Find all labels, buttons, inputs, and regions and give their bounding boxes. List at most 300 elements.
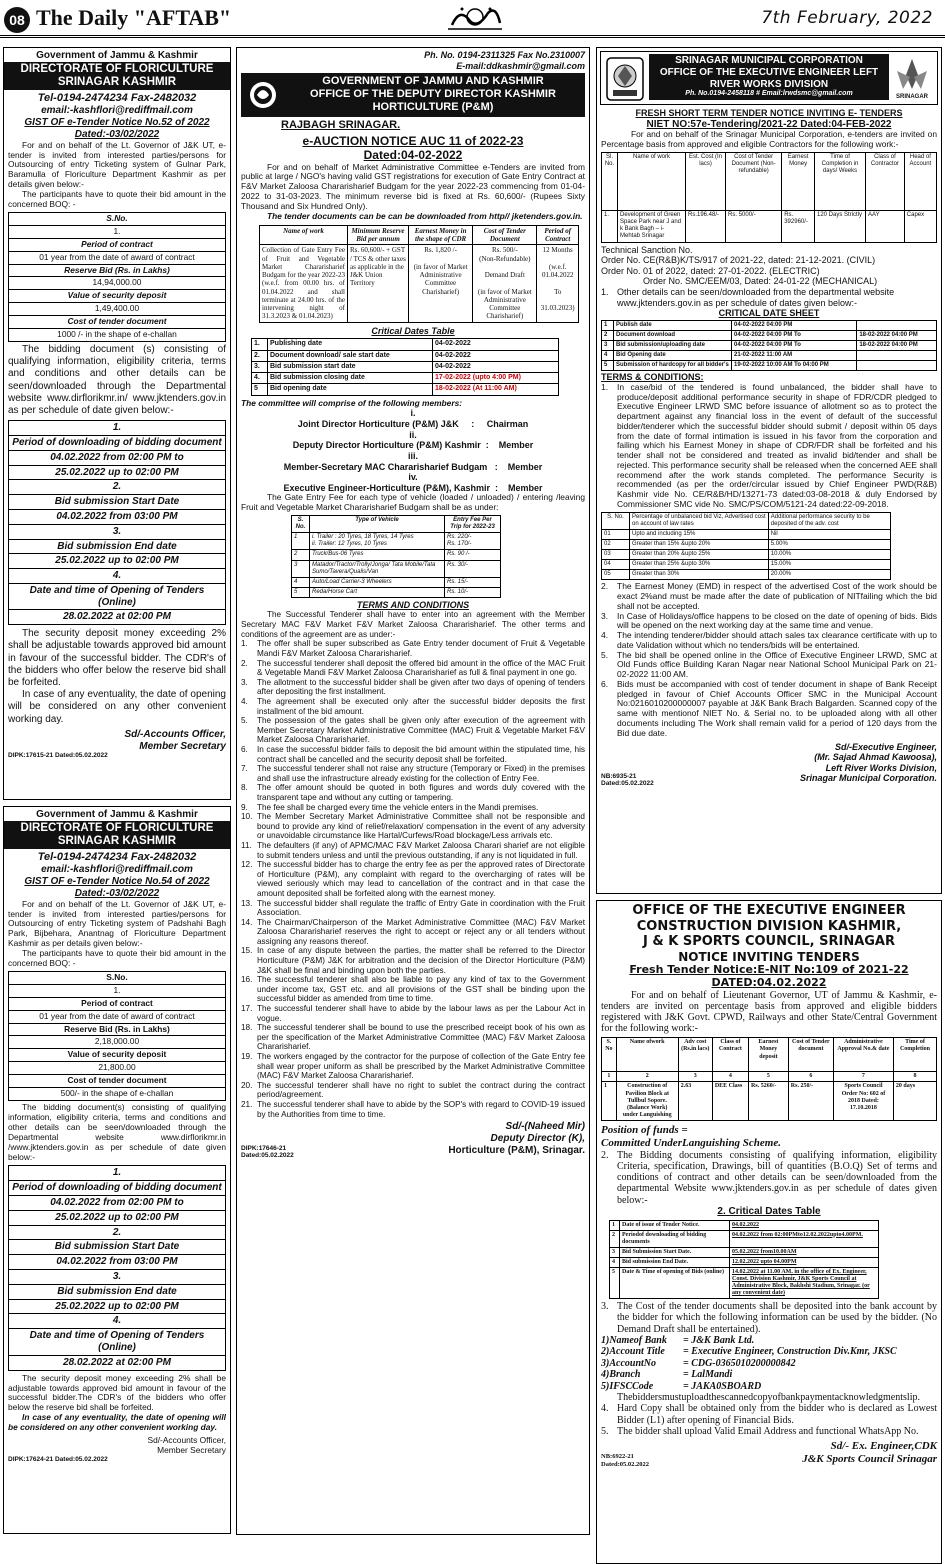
term-number: 11. [241,840,252,850]
th-class: Class of Contractor [866,153,905,211]
schedule-cell: Period of downloading of bidding document [9,436,225,451]
crit-label: Bid submission closing date [268,373,433,384]
perf-value: 10.00% [768,550,890,560]
term-text: The allotment to the successful bidder shall be given after two days of opening of tenders after depositing the first installment. [257,677,585,697]
ad3-download: The tender documents can be can be downloaded from http// jketenders.gov.in. [267,211,583,222]
col-num: 6 [788,1072,833,1082]
ad5-acknowledge: Thebiddersmustuploadthescannedcopyofbankpaymentacknowledgmentslip. [617,1392,920,1404]
ad1-boq-table [8,212,226,342]
ad3-terms-list [241,639,585,1119]
term-text: The successful tenderer shall not raise any structure (Temporary or Fixed) in the premises and shall use the infrastructure already existing for the collection of Entry Fee. [257,764,585,783]
crit-label: Publish date [614,320,732,330]
ad1-signature: Sd/-Accounts Officer, [124,728,226,740]
bank-row [601,1358,937,1370]
crit-from: 04-02-2022 04:00 PM To [732,330,857,340]
boq-cell: 21,800.00 [9,1062,225,1075]
ad1-dept: DIRECTORATE OF FLORICULTURE SRINAGAR KASHMIR [4,62,230,90]
ad2-schedule [8,1165,226,1370]
ad4-term-1: In case/bid of the tendered is found unbalanced, the bidder shall have to produce/deposit additional performance security in shape of FDR/CDR pledged to Executive Engineer LRWD SMC before issuance of allotment so as to protect the department against any financial loss in the event of default of the successful bidder/tenderer which the successful bidder should submit / deposit within 05 days from the date of formal intimation is issued in his favor from the corporation and failing which his Earnest Money in shape of CDR/FDR shall be forfeited and his tender shall not be considered and treated as invalid bid/tender and shall be rejected. This performance security shall be released when the concerned AEE shall recommend after the work stands completed. The performance Security is recommended (as per the order/circular issued by Chief Engineer PWD(R&B) Kashmir vide No. CE/R&B/HD/13271-73 dated:03-08-2018 & duly Endorsed by Commissioner SMC vide No. SMC/PS/COM/5121-24 dated:22-09-2018. [617,381,937,509]
crit-no: 2. [252,350,268,361]
ad3-office: OFFICE OF THE DEPUTY DIRECTOR KASHMIR HORTICULTURE (P&M) [310,88,556,114]
boq-cell: 1. [9,985,225,998]
th-time: Time of Completion in days/ Weeks [815,153,866,211]
th-percentage: Percentage of unbalanced bid Viz, Advertised cost on account of law rates [630,512,769,529]
ad4-crit-table [601,320,937,371]
fee-amount: Rs. 220/- Rs. 170/- [445,533,501,550]
crit-from: 19-02-2022 10:00 AM To 04:00 PM [732,361,857,371]
term-item [241,1081,585,1100]
ad5-dated: DATED:04.02.2022 [711,975,827,989]
ad4-phone: Ph. No.0194-2458118 # Email:lrwdsmc@gmail.com [685,90,853,98]
boq-cell: Reserve Bid (Rs. in Lakhs) [9,265,225,278]
fee-amount: Rs. 30/- [445,560,501,577]
table-row [252,350,559,361]
th-period: Period of Contract [537,225,579,245]
issue-date: 7th February, 2022 [761,8,933,28]
ad1-schedule [8,420,226,625]
term-number: 4. [241,697,248,707]
term-text: In Case of Holidays/office happens to be closed on the date of opening of bids. Bids will be opened on the next working day at the same time and venue. [617,610,937,631]
term-number: 15. [241,946,253,956]
ad4-nb: NB:6935-21 [601,773,637,781]
crit-value: 04-02-2022 [433,361,559,372]
crit-from: 04-02-2022 04:00 PM [732,320,857,330]
term-item [241,1004,585,1023]
fee-vehicle: Auto/Load Carrier-3 Wheelers [310,577,445,587]
perf-value: 5.00% [768,539,890,549]
fee-vehicle: Reda/Horse Cart [310,587,445,597]
term-text: The successful tenderer shall have to abide by the labour laws as per the Labour Act in vogue. [257,1004,585,1023]
boq-cell: 14,94,000.00 [9,277,225,290]
term-number: 5. [241,716,248,726]
perf-no: 04 [602,560,630,570]
schedule-cell: 4. [9,1314,225,1329]
table-row [602,330,937,340]
ad3-gov: GOVERNMENT OF JAMMU AND KASHMIR [322,75,544,88]
term-item [241,1023,585,1052]
ad5-nb-date: Dated:05.02.2022 [601,1460,650,1468]
td-earnest: Rs. 392960/- [782,211,815,242]
bank-row [601,1346,937,1358]
ad3-place: RAJBAGH SRINAGAR. [281,119,401,132]
term-text: The possession of the gates shall be given only after execution of the agreement with Member Secretary Market Administrative Committee (MAC) Fruit & Vegetable Market F&V Market Zaloosa Chararisharief. [257,716,585,745]
crit-value: 14.02.2022 at 11.00 AM. in the office of Ex. Engineer, Const. Division Kashmir, J&K Sports Council at Administrative Block, Bakhshi Stadium, Srinagar. (or any convenient date) [730,1267,879,1298]
ad2-notice-no: GIST OF e-Tender Notice No.54 of 2022 [24,876,210,887]
crit-to [857,320,937,330]
term-number: 2. [241,658,248,668]
ad3-auction-title: e-AUCTION NOTICE AUC 11 of 2022-23 [302,134,524,149]
schedule-cell: 25.02.2022 up to 02:00 PM [9,1211,225,1226]
term-text: The offer shall be super subscribed as Gate Entry tender document of Fruit & Vegetable Mandi F&V Market Zaloosa Chararisharief. [257,639,585,659]
term-number: 4. [601,630,609,641]
committee-member: Member-Secretary MAC Chararisharief Budgam : Member [283,461,543,472]
th-cost-doc: Cost of Tender Document (Non-refundable) [726,153,782,211]
term-item [601,680,937,739]
crit-label: Bid Opening date [614,351,732,361]
term-text: The successful bidder shall regulate the traffic of Entry Gate in coordination with the Fruit Association. [257,898,585,918]
crit-value: 04-02-2022 [433,339,559,350]
ad5-para-2: The Bidding documents consisting of qualifying information, eligibility Criteria, specification, Drawings, bill of quantities (B.O.Q) Set of terms and conditions of contract and other details can be seen/downloaded from the departmental Website www.jktenders.gov.in as per schedule of dates given below:- [617,1149,937,1206]
ad3-dipk-date: Dated:05.02.2022 [241,1151,294,1159]
term-number: 20. [241,1080,253,1090]
bank-value: = Executive Engineer, Construction Div.Kmr, JKSC [683,1346,897,1358]
term-number: 2. [601,581,609,592]
td-est-cost: Rs.196.48/- [686,211,726,242]
ad4-niet: NIET NO:57e-Tendering/2021-22 Dated:04-FEB-2022 [646,118,892,130]
schedule-cell: 28.02.2022 at 02:00 PM [63,611,171,623]
ad3-phone: Ph. No. 0194-2311325 Fax No.2310007 [424,50,585,60]
term-item [241,716,585,745]
table-row [602,560,891,570]
ad2-dept: DIRECTORATE OF FLORICULTURE SRINAGAR KASHMIR [4,821,230,849]
boq-cell: 1,49,400.00 [9,303,225,316]
ad3-header-bar [241,73,585,117]
crit-no: 1 [602,320,614,330]
ad4-terms-title: TERMS & CONDITIONS: [601,372,704,383]
boq-cell: 1000 /- in the shape of e-challan [57,329,177,340]
fee-vehicle: Matador/Tractor/Trolly/Jonga/ Tata Mobile/Tata Sumo/Tavera/Qualis/Van [310,560,445,577]
ad2-dated: Dated:-03/02/2022 [74,887,160,899]
page-number: 08 [4,7,30,33]
bank-label: 3)AccountNo [601,1357,656,1369]
ad3-terms-title: TERMS AND CONDITIONS [356,599,470,610]
ad1-dipk: DIPK:17615-21 Dated:05.02.2022 [8,752,108,760]
term-number: 3. [601,610,609,621]
boq-cell: Value of security deposit [9,290,225,303]
term-number: 5. [601,649,609,660]
perf-no: 02 [602,539,630,549]
bank-row [601,1369,937,1381]
td-work: Development of Green Space Park near J and k Bank Bagh – i- Mehtab Srinagar [618,211,686,242]
ad4-crit-title: CRITICAL DATE SHEET [718,308,820,319]
table-row [602,550,891,560]
th-sno: S. No [602,1038,617,1072]
fee-vehicle: Truck/Bus-06 Tyres [310,550,445,560]
newspaper-title: The Daily "AFTAB" [36,5,232,30]
ad5-bank-details [601,1335,937,1393]
ad2-security: The security deposit money exceeding 2% shall be adjustable towards approved bid amount in favour of the successful bidder.The CDR's of the bidders who offer below the reserve bid shall be forfeited. [8,1372,226,1413]
th-cost-doc: Cost of Tender document [788,1038,833,1072]
perf-no: 01 [602,529,630,539]
th-reserve-bid: Minimum Reserve Bid per annum [348,225,409,245]
floriculture-notice-52 [3,47,231,800]
ad1-tel: Tel-0194-2474234 Fax-2482032 [37,92,197,105]
th-fee: Entry Fee Per Trip for 2022-23 [445,516,501,533]
crit-label: Bid submission start date [268,361,433,372]
table-row [610,1230,879,1247]
ad4-signatory-name: (Mr. Sajad Ahmad Kawoosa), [814,752,937,763]
table-row [252,361,559,372]
crit-to: 18-02-2022 04:00 PM [857,340,937,350]
term-text: In case the successful bidder fails to deposit the bid amount within the stipulated time, his contract shall be cancelled and the security deposit shall be forfeited. [257,745,585,764]
boq-cell: S.No. [9,213,225,226]
ad3-email: E-mail:ddkashmir@gmail.com [456,60,585,71]
boq-cell: 01 year from the date of award of contract [9,1011,225,1024]
schedule-cell: Period of downloading of bidding document [9,1181,225,1196]
smc-logo-icon [893,55,931,93]
emblem-icon [247,77,279,113]
committee-member: Joint Director Horticulture (P&M) J&K : Chairman [297,419,529,430]
crit-no: 2 [602,330,614,340]
term-number: 17. [241,1004,253,1014]
ad2-email: email:-kashflori@rediffmail.com [41,864,193,876]
td-adv-cost: 2.63 [678,1082,712,1120]
perf-value: 20.00% [768,570,890,580]
td-time: 120 Days Strictly [815,211,866,242]
perf-range: Greater than 25% &upto 30% [630,560,769,570]
fee-no: 2 [292,550,310,560]
th-earnest: Earnest Money deposit [749,1038,789,1072]
col-num: 4 [712,1072,748,1082]
term-item [241,975,585,1004]
term-number: 7. [241,764,248,774]
td-slno: 1. [602,211,618,242]
ad5-council-sign: J&K Sports Council Srinagar [802,1452,937,1465]
term-item [601,582,937,611]
sanction-line: Order No. SMC/EEM/03, Dated: 24-01-22 (MECHANICAL) [643,276,878,287]
crit-no: 3. [252,361,268,372]
ad5-crit-table [609,1220,879,1300]
ad2-tel: Tel-0194-2474234 Fax-2482032 [37,851,197,864]
col-num: 3 [678,1072,712,1082]
ad5-nb: NB:6922-21 [601,1452,634,1460]
ad4-nb-date: Dated:05.02.2022 [601,780,654,788]
term-text: The fee shall be charged every time the vehicle enters in the Mandi premises. [257,802,539,812]
fee-no: 5 [292,587,310,597]
term-item [241,946,585,975]
committee-member: iv. [408,472,418,483]
crit-no: 3 [610,1247,620,1257]
ad4-corporation: Srinagar Municipal Corporation. [799,773,937,784]
td-cost-doc: Rs. 250/- [788,1082,833,1120]
ad4-perf-table [601,512,891,581]
aftab-logo-icon [440,1,510,35]
schedule-cell: Bid submission End date [9,1285,225,1300]
th-sno: S. No. [602,512,630,529]
ad5-funds: Position of funds = [601,1123,688,1136]
ad5-fresh: Fresh Tender Notice:E-NIT No:109 of 2021-22 [629,962,909,976]
schedule-cell: 25.02.2022 up to 02:00 PM [9,466,225,481]
ad5-para-3: The Cost of the tender documents shall be deposited into the bank account by the bidder for which the following information can be used by the bidder. (No Demand Draft shall be entertained). [617,1301,937,1335]
ad5-para-4: Hard Copy shall be obtained only from the bidder who is declared as Lowest Bidder (L1) after opening of Financial Bids. [617,1403,937,1426]
schedule-cell: Bid submission Start Date [9,1240,225,1255]
ad3-fee-table [291,515,501,598]
ad1-email: email:-kashflori@rediffmail.com [41,105,193,117]
ad4-intro: For and on behalf of the Srinagar Municipal Corporation, e-tenders are invited on Percentage basis from approved and eligible Contractors for the following work:- [601,129,937,150]
term-number: 6. [241,745,248,754]
crit-label: Bid submission/uploading date [614,340,732,350]
crit-value: 04.02.2022 from 02:00PMto12.02.2022upto4.00PM. [730,1230,879,1247]
smc-logo-text: SRINAGAR [895,94,928,100]
boq-cell: S.No. [9,972,225,985]
ad5-work-table [601,1037,937,1120]
ad3-dated: Dated:04-02-2022 [363,148,463,163]
term-item [241,841,585,860]
term-item [241,1052,585,1081]
ad1-dated: Dated:-03/02/2022 [74,128,160,140]
td-name-of-work: Collection of Gate Entry Fee of Fruit and Vegetable Market Chararisharief Budgam for the year 2022-23 (w.e.f. from 00.00 hrs. of 01.04.2022 and shall terminate at 24.00 hrs. of the intervening night of 31.3.2023 & 01.04.2023) [260,245,348,322]
perf-no: 05 [602,570,630,580]
ad4-other-details: Other details can be seen/downloaded from the departmental website www.jktenders.gov.in as per schedule of dates given below:- [617,286,895,308]
th-name-of-work: Name of work [260,225,348,245]
ad3-gate-fee: The Gate Entry Fee for each type of vehicle (loaded / unloaded) / entering /leaving Fruit and Vegetable Market Chararisharief Budgam shall be as under: [241,492,585,513]
term-number: 21. [241,1099,253,1109]
term-number: 1. [241,639,248,649]
fee-no: 3 [292,560,310,577]
th-sno: S. No. [292,516,310,533]
td-period: 12 Months (w.e.f. 01.04.2022 To 31.03.2023) [537,245,579,322]
ad5-council: J & K SPORTS COUNCIL, SRINAGAR [643,934,895,950]
masthead [0,0,945,38]
th-vehicle: Type of Vehicle [310,516,445,533]
ad4-work-table [601,152,937,242]
crit-label: Periodof downloading of bidding documents [620,1230,730,1247]
term-item [241,812,585,841]
boq-cell: 01 year from the date of award of contract [9,252,225,265]
table-row [292,550,501,560]
td-work: Construction of Pavilion Block at Tullbul Sopore. (Balance Work) under Languishing [616,1082,678,1120]
schedule-cell: 04.02.2022 from 02:00 PM to [9,1196,225,1211]
crit-value: 12.02.2022 upto 04.00PM [730,1257,879,1267]
table-row [602,529,891,539]
table-row [602,1072,937,1082]
ad3-crit-title: Critical Dates Table [371,325,455,336]
th-earnest-money: Earnest Money in the shape of CDR [409,225,473,245]
crit-no: 4 [602,351,614,361]
schedule-cell: Bid submission Start Date [9,495,225,510]
perf-range: Greater than 20% &upto 25% [630,550,769,560]
ad5-para-5: The bidder shall upload Valid Email Address and functional WhatsApp No. [617,1425,919,1437]
crit-value: 04.02.2022 [730,1220,879,1230]
table-row [292,587,501,597]
term-item [601,631,937,651]
th-time: Time of Completion [893,1038,936,1072]
crit-label: Publishing date [268,339,433,350]
perf-value: Nil [768,529,890,539]
ad3-dipk: DIPK:17646-21 [241,1144,287,1152]
sanction-line: Technical Sanction No. [601,244,693,255]
td-class: DEE Class [712,1082,748,1120]
crit-label: Document download [614,330,732,340]
ad5-scheme: Committed UnderLanguishing Scheme. [601,1136,781,1149]
table-row [610,1247,879,1257]
term-number: 3. [241,677,248,687]
term-number: 18. [241,1023,253,1033]
crit-no: 5 [610,1267,620,1298]
crit-no: 3 [602,340,614,350]
ad3-office-sign: Horticulture (P&M), Srinagar. [448,1144,585,1156]
crit-label: Submission of hardcopy for all bidder's [614,361,732,371]
crit-no: 1 [610,1220,620,1230]
term-item [241,697,585,716]
ad2-eventuality: In case of any eventuality, the date of opening will be considered on any other convenient working day. [8,1412,226,1433]
schedule-cell: 04.02.2022 from 03:00 PM [9,1255,225,1270]
schedule-cell: Date and time of Opening of Tenders (Online) [9,1329,225,1356]
crit-to: 18-02-2022 04:00 PM [857,330,937,340]
jk-emblem-icon [605,56,645,102]
boq-cell: Value of security deposit [9,1049,225,1062]
fee-amount: Rs. 90 /- [445,550,501,560]
crit-label: Date of issue of Tender Notice. [620,1220,730,1230]
col-num: 5 [749,1072,789,1082]
fee-amount: Rs. 15/- [445,577,501,587]
ad3-signature: Sd/-(Naheed Mir) [505,1121,585,1133]
ad4-corp: SRINAGAR MUNICIPAL CORPORATION [675,55,863,66]
bank-value: = JAKA0SBOARD [683,1380,762,1392]
term-text: The successful tenderer shall also be liable to pay any kind of tax to the Government under income tax, GST etc. and all provisions of the GST shall be binding upon the successful bidder as amended from time to time. [257,975,585,1004]
ad1-gov: Government of Jammu & Kashmir [36,50,198,61]
th-class: Class of Contract [712,1038,748,1072]
td-time: 20 days [893,1082,936,1120]
schedule-cell: 1. [9,421,225,436]
table-row [252,339,559,350]
term-number: 19. [241,1052,253,1061]
fee-vehicle: i. Trailer : 20 Tyres, 18 Tyres, 14 Tyres ii. Trailer: 12 Tyres, 10 Tyres [310,533,445,550]
ad4-title-bar [649,54,889,100]
crit-no: 5 [602,361,614,371]
term-text: The successful tenderer shall have no right to sublet the contract during the contract period/agreement. [257,1080,585,1100]
table-row [602,1082,937,1120]
table-row [602,570,891,580]
term-number: 9. [241,802,248,812]
ad3-intro: For and on behalf of Market Administrative Committee e-Tenders are invited from public at large / NGO's having valid GST registrations for execution of Gate Entry Contract at F&V Market Zaloosa Chararisharief Budgam for the year 2022-23 commencing from 01-04-2022 to 31-03-2023. The minimum reverse bid is fixed at Rs. 60,600/- (Rupees Sixty Thousand and Six Hundred Only). [241,161,585,212]
bank-label: 4)Branch [601,1369,641,1381]
crit-no: 4 [610,1257,620,1267]
boq-cell: Period of contract [9,998,225,1011]
th-cost-tender: Cost of Tender Document [473,225,537,245]
th-work: Name ofwork [616,1038,678,1072]
schedule-cell: 25.02.2022 up to 02:00 PM [9,1300,225,1315]
committee-member: iii. [407,450,418,461]
ad4-terms-list [601,582,937,738]
perf-range: Upto and including 15% [630,529,769,539]
th-work: Name of work [618,153,686,211]
boq-cell: Cost of tender document [9,1075,225,1088]
term-text: The successful tenderer shall be bound to use the prescribed receipt book of his own as per the specification of the Market Administrative Committee (MAC) F&V Market Zaloosa Chararisharief. [257,1023,585,1052]
term-number: 12. [241,860,253,870]
th-security: Additional performance security to be deposited of the adv. cost [768,512,890,529]
term-text: The successful tenderer shall have to abide by the SOP's with regard to COVID-19 issued by the Authorities from time to time. [257,1099,585,1119]
schedule-cell: 04.02.2022 from 02:00 PM to [9,451,225,466]
td-sno: 1 [602,1082,617,1120]
table-row [602,211,937,242]
schedule-cell: 2. [9,1226,225,1241]
smc-tender-notice: SRINAGAR MUNICIPAL CORPORATION OFFICE OF THE EXECUTIVE ENGINEER LEFT RIVER WORKS DIVISION Ph. No.0194-2458118 # Email:lrwdsmc@gmail.com SRINAGAR FRESH SHORT TERM TENDER NOTICE INVITING E- TENDERS NIET NO:57e-Tendering/2021-22 Dated:04-FEB-2022 For and on behalf of the Srinagar Municipal Corporation, e-tenders are invited on Percentage basis from approved and eligible Contractors for the following work:- Sl. No. Name of work Est. Cost (In lacs) Cost of Tender Document (Non-refundable) Earnest Money Time of Completion in days/ Weeks Class of Contractor Head of Account 1. Development of Green Space Park near J and k Bank Bagh – i- Mehtab Srinagar Rs.196.48/- Rs. 5000/- Rs. 392960/- 120 Days Strictly AAY Capex Technical Sanction No. Order No. CE(R&B)K/TS/917 of 2021-22, dated: 21-12-2021. (CIVIL) Order No. 01 of 2022, dated: 27-01-2022. (ELECTRIC) Order No. SMC/EEM/03, Dated: 24-01-22 (MECHANICAL) 1. Other details can be seen/downloaded from the departmental website www.jktenders.gov.in as per schedule of dates given below:- CRITICAL DATE SHEET 1 Publish date 04-02-2022 04:00 PM 2 Document download 04-02-2022 04:00 PM To 18-02-2022 04:00 PM 3 Bid submission/uploading date 04-02-2022 04:00 PM To 18-02-2022 04:00 PM 4 Bid Opening date 21-02-2022 11:00 AM 5 Submission of hardcopy for all bidder's 19-02-2022 10:00 AM To 04:00 PM TERMS & CONDITIONS: 1. In case/bid of the tendered is found unbalanced, the bidder shall have to produce/deposit additional performance security in shape of FDR/CDR pledged to Executive Engineer LRWD SMC before issuance of allotment so as to protect the department against any financial loss in the event of default of the successful bidder/tenderer which the successful bidder should submit / deposit within 05 days from the date of formal intimation is issued in his favor from the corporation and failing which his Earnest Money in shape of CDR/FDR shall be forfeited and his tender shall not be considered and treated as invalid bid/tender and shall be rejected. This performance security shall be released when the concerned AEE shall recommend after the work stands completed. The performance Security is recommended (as per the order/circular issued by Chief Engineer PWD(R&B) Kashmir vide No. CE/R&B/HD/13271-73 dated:03-08-2018 & duly Endorsed by Commissioner SMC vide No. SMC/PS/COM/5121-24 dated:22-09-2018. S. No. Percentage of unbalanced bid Viz, Advertised cost on account of law rates Additional performance security to be deposited of the adv. cost 01 Upto and including 15% Nil 02 Greater than 15% &upto 20% 5.00% 03 Greater than 20% &upto 25% 10.00% 04 Greater than 25% &upto 30% 15.00% 05 Greater than 30% 20.00% 2. The Earnest Money (EMD) in respect of the advertised Cost of the work should be exact 2%and must be made after the date of publication of NITfailing which the bid shall not be accepted. 3. In Case of Holidays/office happens to be closed on the date of opening of bids. Bids will be opened on the next working day at the same time and venue. 4. The intending tenderer/bidder should attach sales tax clearance certificate with up to date Validation without which no tenders/bids will be entertained. 5. The bid shall be opened online in the Office of Executive Engineer LRWD, SMC at Old Funds office Building Karan Nagar near National School Municipal Park on 21-02-2022 11:00 AM. 6. Bids must be accompanied with cost of tender document in shape of Bank Receipt pledged in favour of Chief Accounts Officer SMC in the Municipal Account No:0216010200000007 payable at J&K Bank Brach Balgarden. Scanned copy of the same with mentionof NIET No. & Serial no. to be uploaded along with all other documents including The Work shall remain valid for a period of 120 days from the Bid due date. Sd/-Executive Engineer, (Mr. Sajad Ahmad Kawoosa), Left River Works Division, NB:6935-21 Dated:05.02.2022 Srinagar Municipal Corporation. [596,47,942,894]
boq-cell: Period of contract [9,239,225,252]
crit-value: 17-02-2022 (upto 4:00 PM) [433,373,559,384]
schedule-cell: 04.02.2022 from 03:00 PM [9,510,225,525]
term-text: The Member Secretary Market Administrative Committee shall not be responsible and bound to provide any kind of relief/relaxation/ compensation in the event of any adversity or unavoidable circumstance like Hartal/Curfews/Road blockage/Less arrivals etc. [257,812,585,841]
term-text: The defaulters (if any) of APMC/MAC F&V Market Zaloosa Charari sharief are not eligible to submit tenders unless and until the previous outstanding, if any is not liquidated in full. [257,840,585,860]
term-number: 16. [241,975,253,985]
ad2-designation: Member Secretary [157,1444,226,1455]
bank-row [601,1335,937,1347]
td-cost-tender: Rs. 500/- (Non-Refundable) Demand Draft (in favor of Market Administrative Committee Charisharief) [473,245,537,322]
th-head: Head of Account [904,153,936,211]
boq-cell: 500/- in the shape of e-challan [60,1088,174,1099]
ad5-nit: NOTICE INVITING TENDERS [678,949,860,964]
crit-value: 05.02.2022 from10.00AM [730,1247,879,1257]
ad5-office: OFFICE OF THE EXECUTIVE ENGINEER CONSTRUCTION DIVISION KASHMIR, [632,903,906,934]
col-num: 8 [893,1072,936,1082]
boq-cell: Cost of tender document [9,316,225,329]
table-row [252,373,559,384]
crit-no: 1. [252,339,268,350]
th-earnest: Earnest Money [782,153,815,211]
schedule-cell: 3. [9,525,225,540]
sanction-line: Order No. 01 of 2022, dated: 27-01-2022. (ELECTRIC) [601,265,820,276]
boq-cell: 2,18,000.00 [9,1036,225,1049]
